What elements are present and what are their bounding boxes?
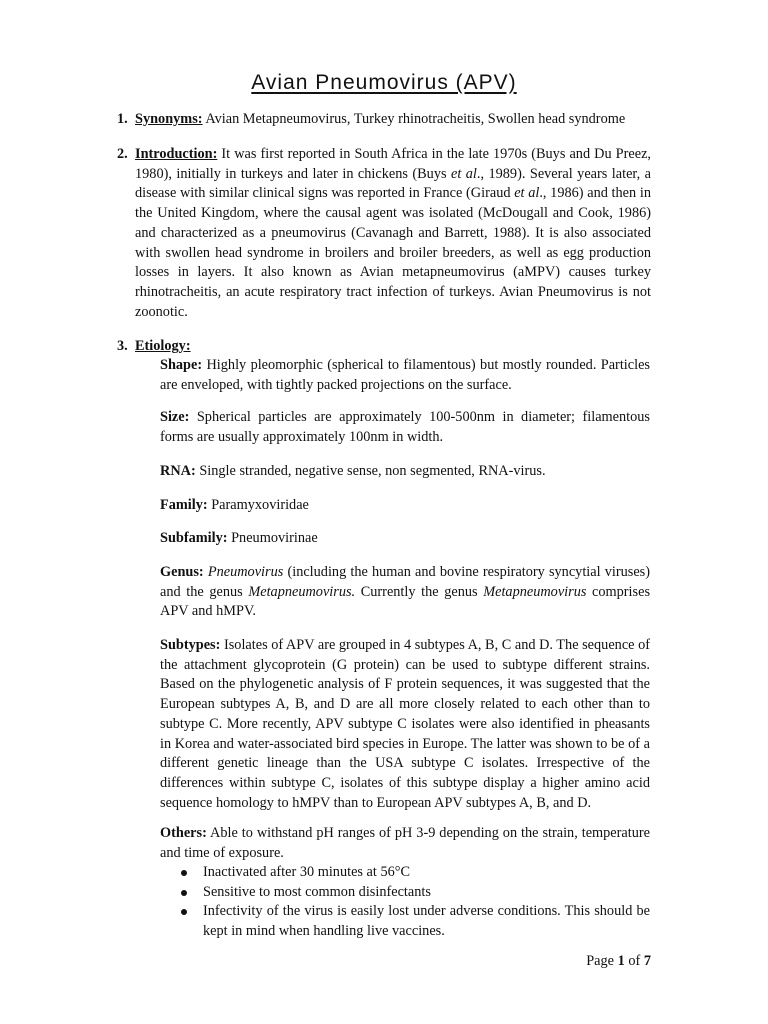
section-number: 2. [117,146,128,162]
section-introduction [117,145,651,322]
shape-label: Shape: [160,357,203,373]
intro-text-1: It was first reported in South Africa in the late 1970s (Buys and Du Preez, 1980), initially in turkeys and later in chickens (Buys [135,146,651,182]
of-word: of [628,953,641,969]
current-page: 1 [617,953,625,969]
section-heading: Introduction: [135,146,218,162]
list-item: Inactivated after 30 minutes at 56°C [178,863,650,883]
subfamily-label: Subfamily: [160,530,228,546]
page-title: Avian Pneumovirus (APV) [251,71,517,94]
page-number-footer [586,952,651,972]
family-label: Family: [160,497,208,513]
subtypes-text: Isolates of APV are grouped in 4 subtypes A, B, C and D. The sequence of the attachment glycoprotein (G protein) can be used to subtype different strains. Based on the phylogenetic analysis of F protein sequences, it was suggested that the European subtypes A, B, and D are all more closely related to each other than to subtype C. More recently, APV subtype C isolates were also identified in pheasants in Korea and water-associated bird species in Europe. The latter was shown to be of a different genetic lineage than the USA subtype C isolates. Irrespective of the differences within subtype C, isolates of this subtype display a higher amino acid sequence homology to hMPV than to European APV subtypes A, B, and D. [160,637,650,811]
genus-label: Genus: [160,564,204,580]
genus-text-2: Currently the genus [355,583,484,600]
others-label: Others: [160,825,207,841]
etiology-size [160,408,650,447]
section-number: 3. [117,338,128,354]
rna-label: RNA: [160,463,196,479]
family-text: Paramyxoviridae [211,497,309,513]
bullet-icon [181,870,187,876]
genus-italic-2: Metapneumovirus. [248,583,356,600]
etiology-subfamily [160,529,650,549]
section-heading: Synonyms: [135,111,203,127]
etiology-rna [160,462,650,482]
etiology-shape [160,356,650,395]
etiology-family [160,496,650,516]
genus-text-1: (including the human and bovine respiratory syncytial viruses) and the genus [160,564,650,600]
list-item: Infectivity of the virus is easily lost under adverse conditions. This should be kept in mind when handling live vaccines. [178,902,650,941]
size-label: Size: [160,409,190,425]
page-word: Page [586,953,615,969]
bullet-icon [181,909,187,915]
others-text: Able to withstand pH ranges of pH 3-9 depending on the strain, temperature and time of exposure. [160,825,650,861]
section-heading: Etiology: [135,338,191,354]
genus-italic-3: Metapneumovirus [483,583,587,600]
section-body [135,145,651,322]
intro-text-2: ., 1989). Several years later, a disease with similar clinical signs was reported in France (Giraud [135,165,651,202]
section-body [135,110,651,130]
section-number: 1. [117,111,128,127]
subfamily-text: Pneumovirinae [231,530,318,546]
total-pages: 7 [643,953,651,969]
etiology-genus [160,563,650,622]
list-item: Sensitive to most common disinfectants [178,883,650,903]
synonyms-text: Avian Metapneumovirus, Turkey rhinotracheitis, Swollen head syndrome [205,111,626,127]
rna-text: Single stranded, negative sense, non segmented, RNA-virus. [199,463,546,479]
genus-text-3: comprises APV and hMPV. [160,583,651,620]
section-body [135,337,651,357]
section-etiology [117,337,651,357]
size-text: Spherical particles are approximately 100-500nm in diameter; filamentous forms are usually approximately 100nm in width. [160,409,650,445]
shape-text: Highly pleomorphic (spherical to filamentous) but mostly rounded. Particles are enveloped, with tightly packed projections on the surface. [160,357,650,393]
intro-text-3: ., 1986) and then in the United Kingdom, where the causal agent was isolated (McDougall and Cook, 1986) and characterized as a pneumovirus (Cavanagh and Barrett, 1988). It is also associated with swollen head syndrome in broilers and broiler breeders, as well as egg production losses in layers. It also known as Avian metapneumovirus (aMPV) causes turkey rhinotracheitis, an acute respiratory tract infection of turkeys. Avian Pneumovirus is not zoonotic. [135,185,651,320]
etiology-others [160,824,650,863]
bullet-icon [181,890,187,896]
subtypes-label: Subtypes: [160,637,221,653]
intro-italic-2: et al [514,185,540,202]
section-synonyms [117,110,651,130]
intro-italic-1: et al [451,165,477,182]
genus-italic-1: Pneumovirus [207,564,284,580]
etiology-subtypes [160,636,650,813]
others-bullet-list [178,863,650,942]
